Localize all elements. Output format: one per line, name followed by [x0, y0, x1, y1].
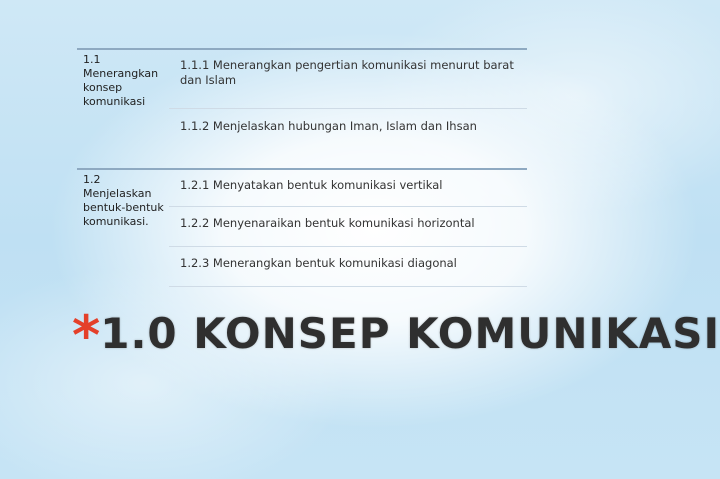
table-divider — [169, 246, 527, 247]
objectives-table — [77, 48, 527, 314]
objective-label-1-2: 1.2 Menjelaskan bentuk-bentuk komunikasi. — [83, 173, 164, 228]
objective-group-1 — [77, 48, 527, 168]
objective-group-2 — [77, 168, 527, 314]
slide-title: 1.0 KONSEP KOMUNIKASI — [100, 308, 720, 358]
objective-item-1-1-2: 1.1.2 Menjelaskan hubungan Iman, Islam dan Ihsan — [180, 119, 477, 133]
objective-item-1-2-3: 1.2.3 Menerangkan bentuk komunikasi diagonal — [180, 256, 457, 270]
objective-item-1-1-1: 1.1.1 Menerangkan pengertian komunikasi menurut barat dan Islam — [180, 58, 514, 87]
slide-title-area — [72, 298, 720, 368]
table-divider — [169, 108, 527, 109]
objective-item-1-2-2: 1.2.2 Menyenaraikan bentuk komunikasi horizontal — [180, 216, 475, 230]
table-divider — [169, 206, 527, 207]
objective-label-1-1: 1.1 Menerangkan konsep komunikasi — [83, 53, 159, 108]
table-divider — [169, 286, 527, 287]
asterisk-bullet-icon: * — [72, 304, 101, 367]
objective-item-1-2-1: 1.2.1 Menyatakan bentuk komunikasi vertikal — [180, 178, 443, 192]
